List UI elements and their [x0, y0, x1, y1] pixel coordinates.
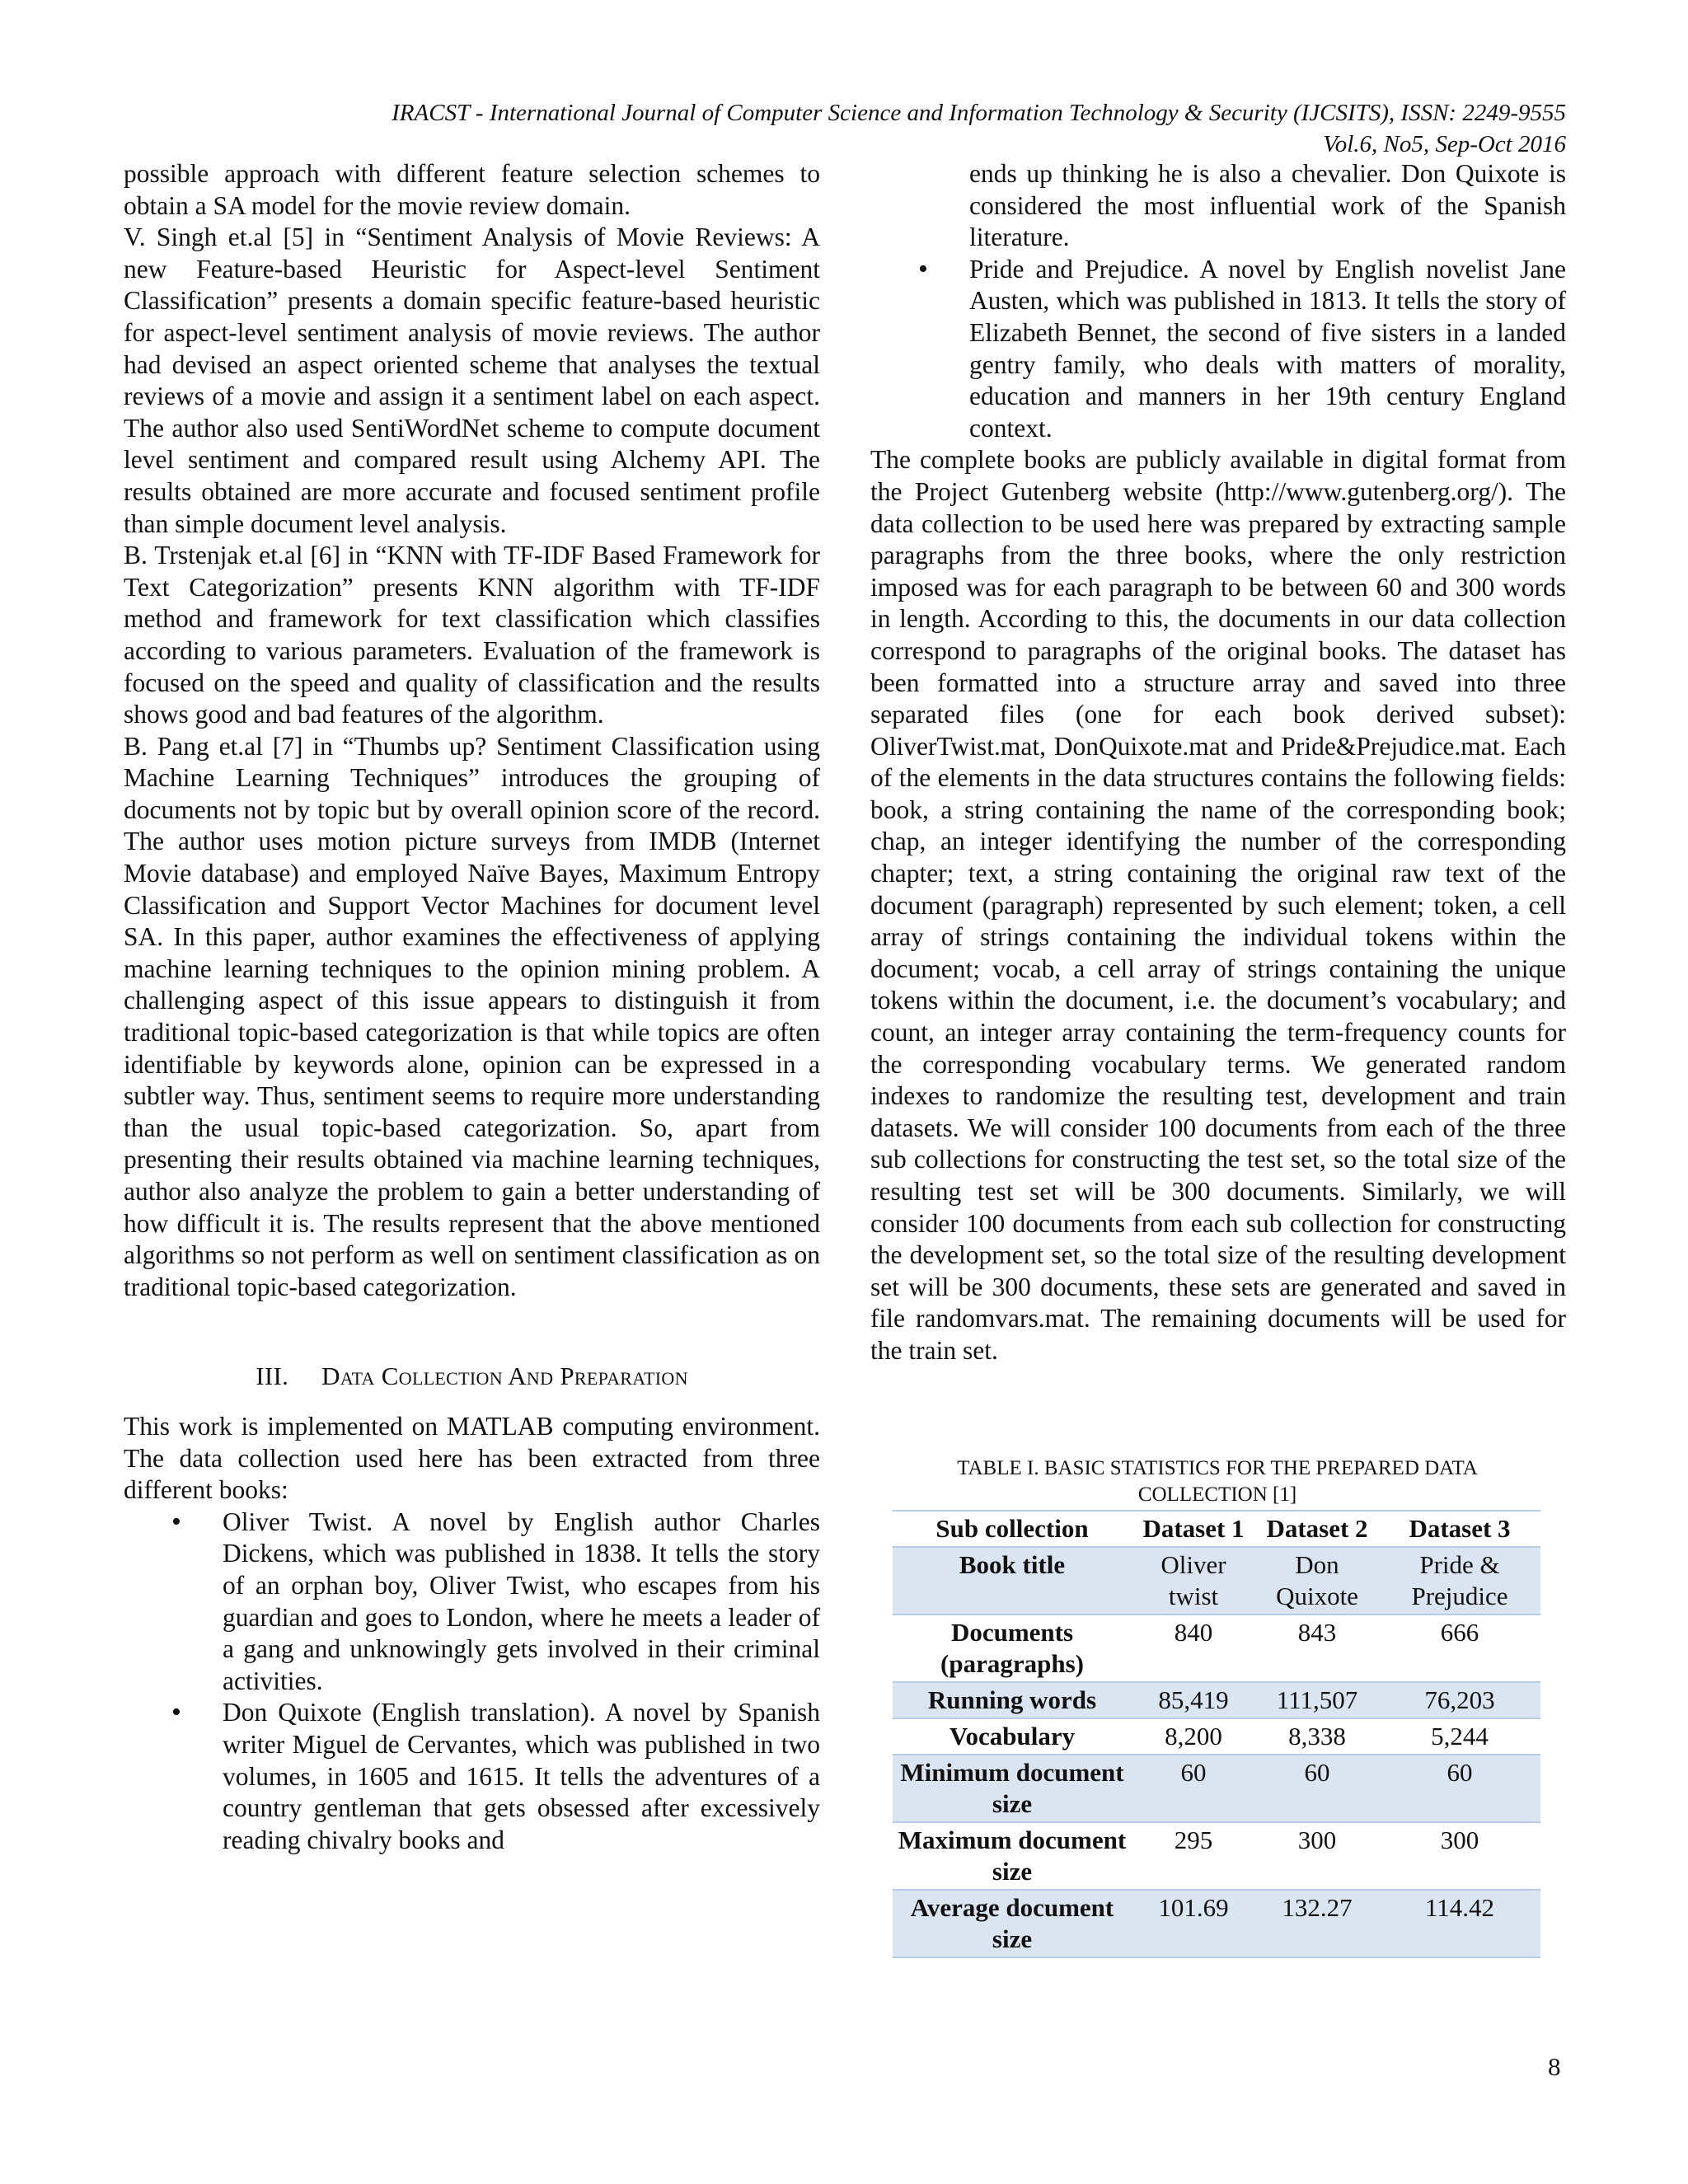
row-header: Vocabulary: [893, 1718, 1132, 1755]
row-header: Maximum document size: [893, 1822, 1132, 1890]
table-header-cell: Dataset 2: [1255, 1511, 1379, 1547]
row-header: Running words: [893, 1682, 1132, 1718]
table-row: [893, 1615, 1540, 1682]
list-item-continuation: ends up thinking he is also a chevalier. Don Quixote is considered the most influential work of the Spanish literature.: [969, 159, 1566, 252]
table-cell: 101.69: [1132, 1890, 1255, 1957]
paragraph: V. Singh et.al [5] in “Sentiment Analysis of Movie Reviews: A new Feature-based Heuristic for Aspect-level Sentiment Classification” presents a domain specific feature-based heuristic for aspect-level sentiment analysis of movie reviews. The author had devised an aspect oriented scheme that analyses the textual reviews of a movie and assign it a sentiment label on each aspect. The author also used SentiWordNet scheme to compute document level sentiment and compared result using Alchemy API. The results obtained are more accurate and focused sentiment profile than simple document level analysis.: [124, 223, 820, 538]
table-cell: 60: [1132, 1755, 1255, 1822]
table-cell: 300: [1255, 1822, 1379, 1890]
right-column: [870, 158, 1566, 1367]
table-cell: 60: [1255, 1755, 1379, 1822]
table-cell: 295: [1132, 1822, 1255, 1890]
table-row: [893, 1547, 1540, 1615]
table-header-cell: Sub collection: [893, 1511, 1132, 1547]
table-caption: TABLE I. BASIC STATISTICS FOR THE PREPARED DATA COLLECTION [1]: [957, 1457, 1478, 1506]
section-number: III.: [256, 1361, 289, 1391]
left-column: [124, 158, 820, 1856]
row-header: Book title: [893, 1547, 1132, 1615]
row-header: Average document size: [893, 1890, 1132, 1957]
table-cell: Don Quixote: [1255, 1547, 1379, 1615]
page-number: 8: [1548, 2052, 1561, 2081]
table-cell: 132.27: [1255, 1890, 1379, 1957]
table-cell: 300: [1379, 1822, 1540, 1890]
book-list: [870, 254, 1566, 445]
table-row: [893, 1718, 1540, 1755]
table-cell: 111,507: [1255, 1682, 1379, 1718]
table-cell: 840: [1132, 1615, 1255, 1682]
table-cell: 8,200: [1132, 1718, 1255, 1755]
row-header: Documents (paragraphs): [893, 1615, 1132, 1682]
paragraph: This work is implemented on MATLAB computing environment. The data collection used here has been extracted from three different books:: [124, 1411, 820, 1505]
section-title: Data Collection And Preparation: [321, 1361, 688, 1391]
book-list: [124, 1507, 820, 1857]
table-cell: 666: [1379, 1615, 1540, 1682]
paragraph: The complete books are publicly available in digital format from the Project Gutenberg website (http://www.gutenberg.org/). The data collection to be used here was prepared by extracting sample paragraphs from the three books, where the only restriction imposed was for each paragraph to be between 60 and 300 words in length. According to this, the documents in our data collection correspond to paragraphs of the original books. The dataset has been formatted into a structure array and saved into three separated files (one for each book derived subset): OliverTwist.mat, DonQuixote.mat and Pride&Prejudice.mat. Each of the elements in the data structures contains the following fields: book, a string containing the name of the corresponding book; chap, an integer identifying the number of the corresponding chapter; text, a string containing the original raw text of the document (paragraph) represented by such element; token, a cell array of strings containing the individual tokens within the document; vocab, a cell array of strings containing the unique tokens within the document, i.e. the document’s vocabulary; and count, an integer array containing the term-frequency counts for the corresponding vocabulary terms. We generated random indexes to randomize the resulting test, development and train datasets. We will consider 100 documents from each of the three sub collections for constructing the test set, so the total size of the resulting test set will be 300 documents. Similarly, we will consider 100 documents from each sub collection for constructing the development set, so the total size of the resulting development set will be 300 documents, these sets are generated and saved in file randomvars.mat. The remaining documents will be used for the train set.: [870, 445, 1566, 1365]
table-header-cell: Dataset 1: [1132, 1511, 1255, 1547]
table-header-cell: Dataset 3: [1379, 1511, 1540, 1547]
table-cell: 843: [1255, 1615, 1379, 1682]
table-row: [893, 1890, 1540, 1957]
section-heading: [124, 1361, 820, 1393]
paragraph: B. Trstenjak et.al [6] in “KNN with TF-IDF Based Framework for Text Categorization” presents KNN algorithm with TF-IDF method and framework for text classification which classifies according to various parameters. Evaluation of the framework is focused on the speed and quality of classification and the results shows good and bad features of the algorithm.: [124, 541, 820, 729]
paragraph: possible approach with different feature selection schemes to obtain a SA model for the movie review domain.: [124, 159, 820, 220]
journal-volume: Vol.6, No5, Sep-Oct 2016: [1323, 131, 1566, 157]
journal-title: IRACST - International Journal of Computer Science and Information Technology & Security (IJCSITS), ISSN: 2249-9555: [392, 100, 1566, 126]
table-row: [893, 1682, 1540, 1718]
table-cell: 60: [1379, 1755, 1540, 1822]
table-cell: 5,244: [1379, 1718, 1540, 1755]
journal-header: [392, 97, 1566, 160]
table-cell: 85,419: [1132, 1682, 1255, 1718]
table-cell: Oliver twist: [1132, 1547, 1255, 1615]
statistics-table: [893, 1510, 1540, 1958]
list-item: • Oliver Twist. A novel by English author Charles Dickens, which was published in 1838. It tells the story of an orphan boy, Oliver Twist, who escapes from his guardian and goes to London, where he meets a leader of a gang and unknowingly gets involved in their criminal activities.: [223, 1507, 820, 1698]
row-header: Minimum document size: [893, 1755, 1132, 1822]
table-cell: Pride & Prejudice: [1379, 1547, 1540, 1615]
paragraph: B. Pang et.al [7] in “Thumbs up? Sentiment Classification using Machine Learning Techniques” introduces the grouping of documents not by topic but by overall opinion score of the record. The author uses motion picture surveys from IMDB (Internet Movie database) and employed Naïve Bayes, Maximum Entropy Classification and Support Vector Machines for document level SA. In this paper, author examines the effectiveness of applying machine learning techniques to the opinion mining problem. A challenging aspect of this issue appears to distinguish it from traditional topic-based categorization is that while topics are often identifiable by keywords alone, opinion can be expressed in a subtler way. Thus, sentiment seems to require more understanding than the usual topic-based categorization. So, apart from presenting their results obtained via machine learning techniques, author also analyze the problem to gain a better understanding of how difficult it is. The results represent that the above mentioned algorithms so not perform as well on sentiment classification as on traditional topic-based categorization.: [124, 731, 820, 1301]
table-row: [893, 1822, 1540, 1890]
table-cell: 8,338: [1255, 1718, 1379, 1755]
list-item: • Pride and Prejudice. A novel by English novelist Jane Austen, which was published in 1813. It tells the story of Elizabeth Bennet, the second of five sisters in a landed gentry family, who deals with matters of morality, education and manners in her 19th century England context.: [969, 254, 1566, 445]
list-item: • Don Quixote (English translation). A novel by Spanish writer Miguel de Cervantes, which was published in two volumes, in 1605 and 1615. It tells the adventures of a country gentleman that gets obsessed after excessively reading chivalry books and: [223, 1697, 820, 1856]
table-header-row: [893, 1511, 1540, 1547]
table-cell: 114.42: [1379, 1890, 1540, 1957]
table-row: [893, 1755, 1540, 1822]
table-cell: 76,203: [1379, 1682, 1540, 1718]
